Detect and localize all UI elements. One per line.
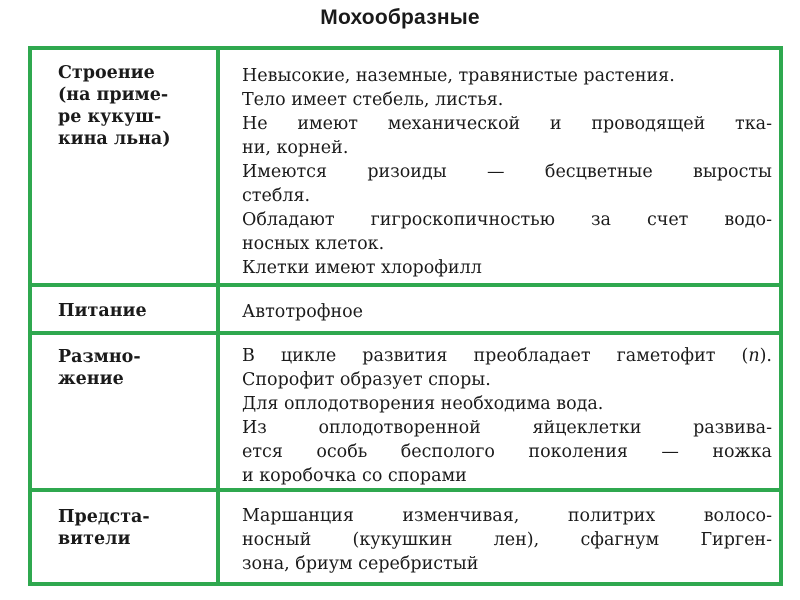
row-content-reproduction bbox=[242, 344, 772, 488]
label-line: жение bbox=[58, 369, 124, 389]
row-divider-3 bbox=[32, 488, 779, 492]
content-line: Спорофит образует споры. bbox=[242, 370, 491, 390]
row-content-nutrition bbox=[242, 300, 772, 324]
row-label-nutrition bbox=[58, 300, 208, 322]
content-line: ни, корней. bbox=[242, 138, 349, 158]
haploid-symbol: n bbox=[748, 346, 760, 366]
content-segment: ). bbox=[759, 346, 772, 366]
row-divider-2 bbox=[32, 331, 779, 335]
row-divider-1 bbox=[32, 283, 779, 287]
content-line: зона, бриум серебристый bbox=[242, 554, 479, 574]
row-content-representatives bbox=[242, 504, 772, 576]
content-line: Автотрофное bbox=[242, 302, 363, 322]
content-line: и коробочка со спорами bbox=[242, 466, 467, 486]
label-line: Строение bbox=[58, 63, 155, 83]
row-label-structure bbox=[58, 62, 208, 150]
row-label-reproduction bbox=[58, 346, 208, 390]
info-table bbox=[28, 46, 783, 586]
page-title: Мохообразные bbox=[320, 6, 480, 29]
label-line: кина льна) bbox=[58, 129, 171, 149]
content-line bbox=[242, 344, 772, 368]
content-line: носный (кукушкин лен), сфагнум Гирген- bbox=[242, 530, 772, 550]
label-line: Питание bbox=[58, 301, 147, 321]
row-label-representatives bbox=[58, 506, 208, 550]
content-line: стебля. bbox=[242, 186, 311, 206]
content-line: Тело имеет стебель, листья. bbox=[242, 90, 504, 110]
content-segment: В цикле развития преобладает гаметофит ( bbox=[242, 346, 749, 366]
label-line: ре кукуш- bbox=[58, 107, 162, 127]
content-line: Имеются ризоиды — бесцветные выросты bbox=[242, 162, 772, 182]
content-line: Невысокие, наземные, травянистые растения. bbox=[242, 66, 675, 86]
content-line: Из оплодотворенной яйцеклетки развива- bbox=[242, 418, 772, 438]
row-content-structure bbox=[242, 64, 772, 280]
content-line: ется особь бесполого поколения — ножка bbox=[242, 442, 772, 462]
content-line: Обладают гигроскопичностью за счет водо- bbox=[242, 210, 772, 230]
content-line: Маршанция изменчивая, политрих волосо- bbox=[242, 506, 772, 526]
content-line: Клетки имеют хлорофилл bbox=[242, 258, 482, 278]
content-line: Для оплодотворения необходима вода. bbox=[242, 394, 604, 414]
content-line: Не имеют механической и проводящей тка- bbox=[242, 114, 772, 134]
label-line: вители bbox=[58, 529, 131, 549]
label-line: (на приме- bbox=[58, 85, 169, 105]
label-line: Предста- bbox=[58, 507, 150, 527]
label-line: Размно- bbox=[58, 347, 141, 367]
column-divider bbox=[216, 50, 220, 582]
content-line: носных клеток. bbox=[242, 234, 385, 254]
